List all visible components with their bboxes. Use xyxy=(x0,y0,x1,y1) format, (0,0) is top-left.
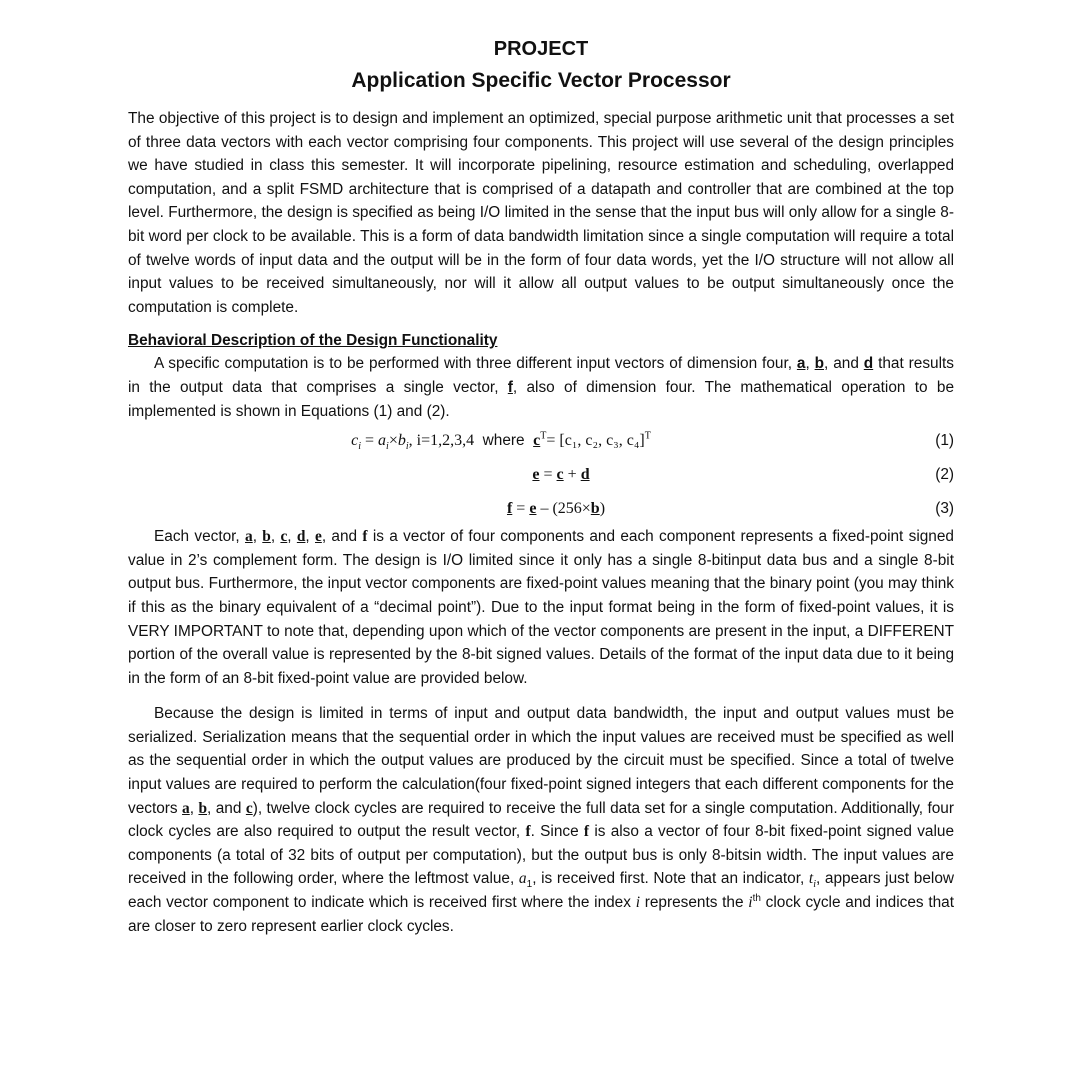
intro-paragraph: The objective of this project is to design and implement an optimized, special purpose arithmetic unit that processes a set of three data vectors with each vector comprising four components. This project will use several of the design principles we have studied in class this semester. It will incorporate pipelining, resource estimation and scheduling, overlapped computation, and a split FSMD architecture that is comprised of a datapath and controller that are combined at the top level. Furthermore, the design is specified as being I/O limited in the sense that the input bus will only allow for a single 8-bit word per clock to be available. This is a form of data bandwidth limitation since a single computation will require a total of twelve words of input data and the output will be in the form of four data words, yet the I/O structure will not allow all input values to be received simultaneously, nor will it allow all output values to be output simultaneously once the computation is complete. xyxy=(128,110,954,316)
section-heading: Behavioral Description of the Design Functionality xyxy=(128,332,498,350)
vector-format-paragraph: Each vector, a, b, c, d, e, and f is a vector of four components and each component represents a fixed-point signed value in 2’s complement form. The design is I/O limited since it only has a single 8-bitinput data bus and a single 8-bit output bus. Furthermore, the input vector components are fixed-point values meaning that the binary point (you may think if this as the binary equivalent of a “decimal point”). Due to the input format being in the form of fixed-point values, it is VERY IMPORTANT to note that, depending upon which of the vector components are present in the input, a DIFFERENT portion of the overall value is represented by the 8-bit signed values. Details of the format of the input data due to it being in the form of an 8-bit fixed-point value are provided below. xyxy=(128,528,954,687)
equation-2-number: (2) xyxy=(935,466,954,484)
equation-1-number: (1) xyxy=(935,432,954,450)
equation-1: $c_i = a_i\times b_i$, i=1,2,3,4 where $c^T= [c_1$, c₂, c₃, c₄]$^T$ (1) xyxy=(351,430,954,453)
equation-3-number: (3) xyxy=(935,500,954,518)
document-page xyxy=(128,34,954,938)
behavior-paragraph: A specific computation is to be performed with three different input vectors of dimension four, a, b, and d that results in the output data that comprises a single vector, f, also of dimension four. The mathematical operation to be implemented is shown in Equations (1) and (2). xyxy=(128,355,955,420)
serialization-paragraph: Because the design is limited in terms of input and output data bandwidth, the input and output values must be serialized. Serialization means that the sequential order in which the input values are received must be specified as well as the sequential order in which the output values are produced by the circuit must be specified. Since a total of twelve input values are required to perform the calculation(four fixed-point signed integers that each different components for the vectors a, b, and c), twelve clock cycles are required to receive the full data set for a single computation. Additionally, four clock cycles are also required to output the result vector, f. Since f is also a vector of four 8-bit fixed-point signed value components (a total of 32 bits of output per computation), but the output bus is only 8-bitsin width. The input values are received in the following order, where the leftmost value, $a_1$, is received first. Note that an indicator, $t_i$, appears just below each vector component to indicate which is received first where the index i represents the $i^{th}$ clock cycle and indices that are closer to zero represent earlier clock cycles. xyxy=(128,705,954,935)
equation-3: f = e – (256×b) (3) xyxy=(128,491,954,525)
document-title: PROJECT xyxy=(493,38,589,60)
equation-2: e = c + d (2) xyxy=(128,457,954,491)
document-subtitle: Application Specific Vector Processor xyxy=(351,69,731,92)
